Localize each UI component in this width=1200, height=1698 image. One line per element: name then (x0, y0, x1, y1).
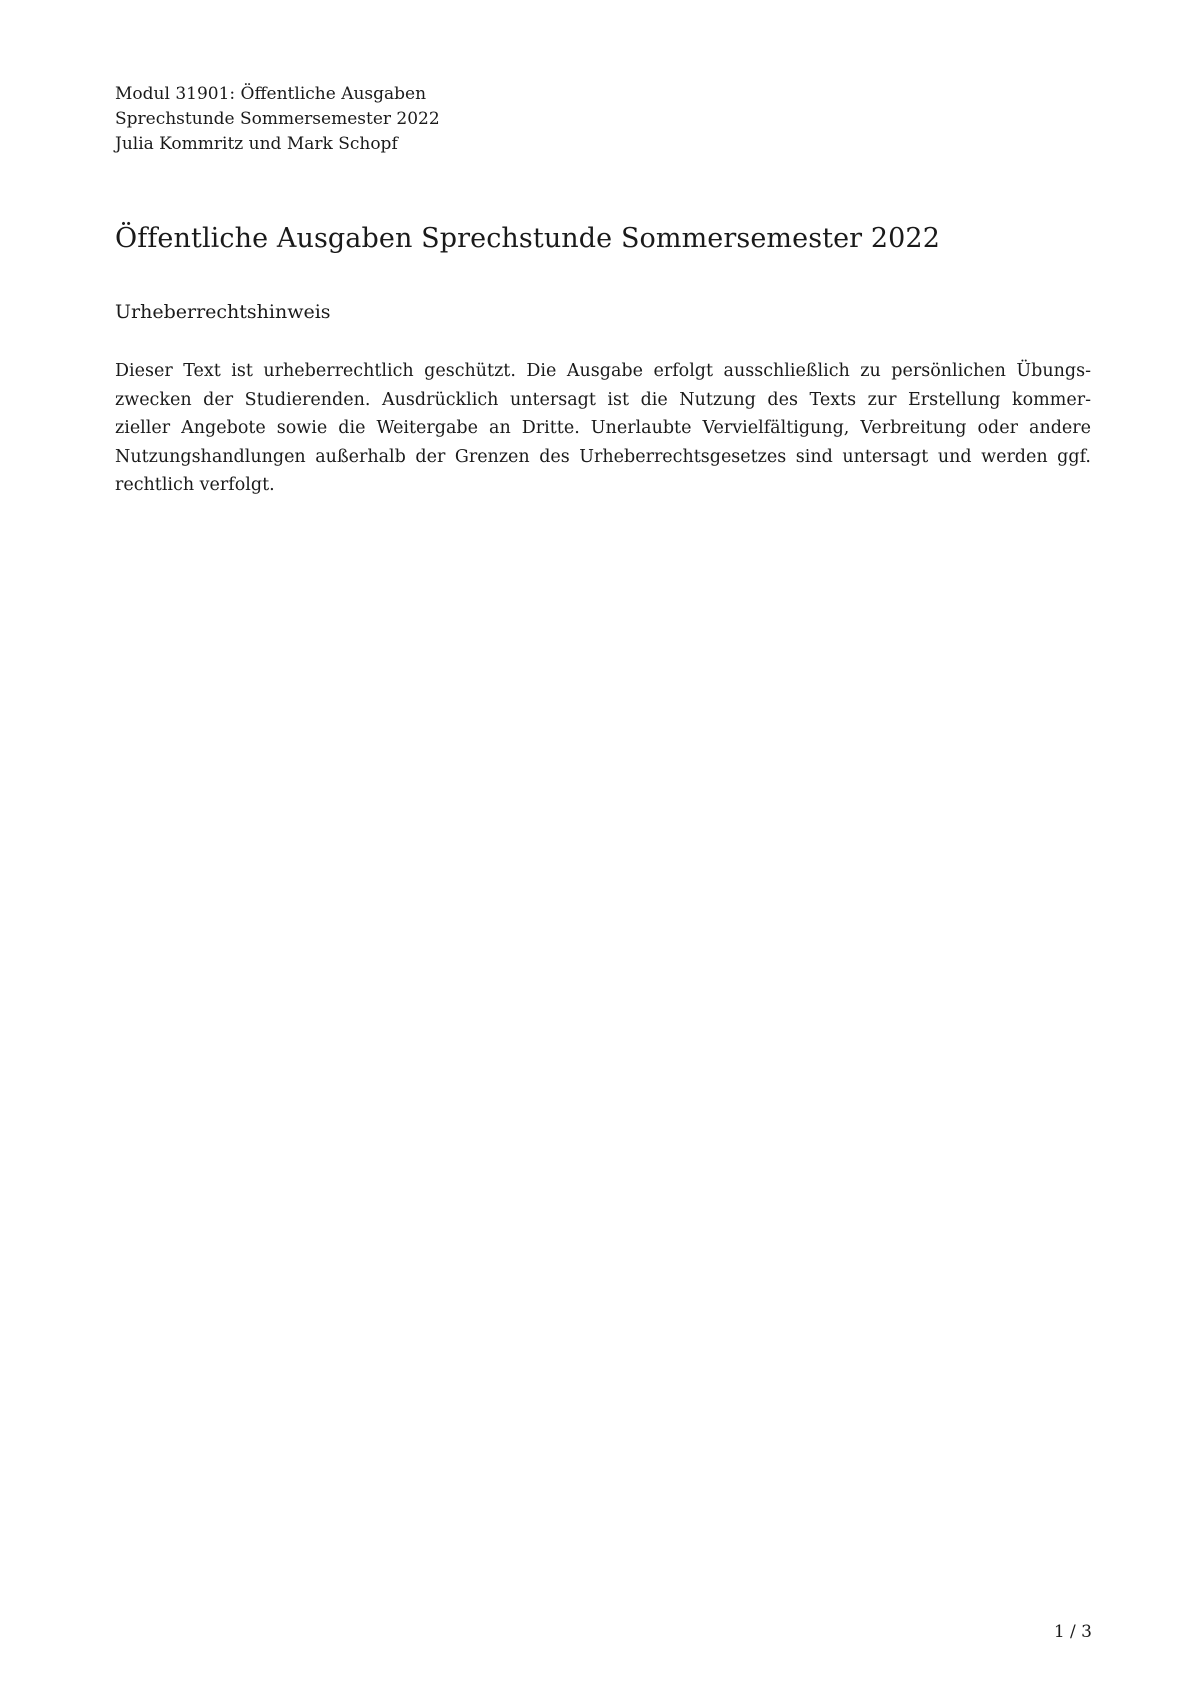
header-semester-line: Sprechstunde Sommersemester 2022 (115, 109, 440, 129)
document-title: Öffentliche Ausgaben Sprechstunde Sommersemester 2022 (115, 223, 940, 254)
paragraph-line: rechtlich verfolgt. (115, 475, 275, 495)
paragraph-line: Nutzungshandlungen außerhalb der Grenzen des Urheberrechtsgesetzes sind untersagt und werden ggf. (115, 446, 1091, 467)
header-module-line: Modul 31901: Öffentliche Ausgaben (115, 84, 427, 104)
section-heading: Urheberrechtshinweis (115, 301, 331, 323)
document-header (115, 82, 440, 157)
paragraph-line: zieller Angebote sowie die Weitergabe an Dritte. Unerlaubte Vervielfältigung, Verbreitung oder andere (115, 418, 1091, 438)
paragraph-line: zwecken der Studierenden. Ausdrücklich untersagt ist die Nutzung des Texts zur Erstellung kommer- (115, 389, 1091, 410)
page-number: 1 / 3 (1053, 1622, 1092, 1642)
header-authors-line: Julia Kommritz und Mark Schopf (115, 134, 398, 154)
paragraph-line: Dieser Text ist urheberrechtlich geschützt. Die Ausgabe erfolgt ausschließlich zu persönlichen Übungs- (115, 361, 1091, 381)
copyright-notice-paragraph (115, 357, 1091, 500)
